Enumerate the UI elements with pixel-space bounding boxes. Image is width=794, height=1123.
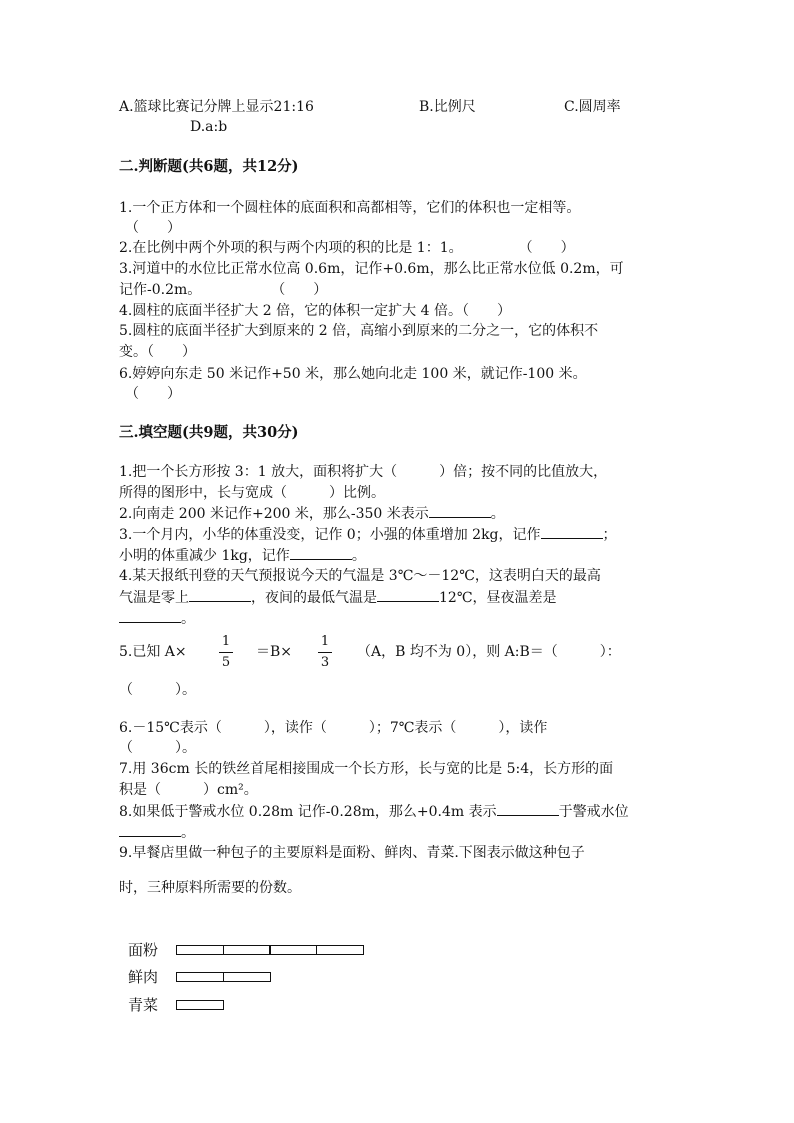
diagram-segment-1-3	[269, 945, 317, 955]
s3-q9-line2: 时，三种原料所需要的份数。	[119, 880, 301, 896]
s3-q2: 2.向南走 200 米记作+200 米，那么-350 米表示 。	[119, 503, 505, 524]
s2-q3-line2: 记作-0.2m。 （ ）	[119, 282, 328, 298]
fraction-one-fifth: 1 5	[219, 634, 233, 671]
s2-q1-line1: 1.一个正方体和一个圆柱体的底面积和高都相等，它们的体积也一定相等。	[119, 200, 581, 216]
s3-q3-line2: 小明的体重减少 1kg，记作 。	[119, 545, 366, 566]
s3-q6-line1: 6.－15℃表示（ ），读作（ ）；7℃表示（ ），读作	[119, 720, 548, 736]
fraction-one-third: 1 3	[318, 634, 332, 671]
option-a: A.篮球比赛记分牌上显示21:16	[119, 99, 314, 115]
s3-q7-line2: 积是（ ）cm²。	[119, 782, 258, 798]
diagram-segment-2-2	[223, 972, 271, 982]
diagram-label-1: 面粉	[128, 941, 159, 959]
option-d: D.a:b	[190, 119, 228, 135]
s3-q5-line2: （ ）。	[119, 682, 196, 698]
section-3-title: 三.填空题(共9题，共30分)	[119, 424, 299, 441]
answer-blank[interactable]	[189, 587, 251, 602]
option-b: B.比例尺	[419, 99, 476, 115]
answer-blank[interactable]	[541, 524, 603, 539]
s3-q1-line1: 1.把一个长方形按 3：1 放大，面积将扩大（ ）倍；按不同的比值放大，	[119, 464, 608, 480]
s2-q4: 4.圆柱的底面半径扩大 2 倍，它的体积一定扩大 4 倍。（ ）	[119, 303, 511, 319]
s3-q1-line2: 所得的图形中，长与宽成（ ）比例。	[119, 485, 385, 501]
s3-q3-line1: 3.一个月内，小华的体重没变，记作 0；小强的体重增加 2kg，记作 ；	[119, 524, 617, 545]
s3-q5-part2: ＝B×	[256, 644, 293, 660]
s3-q5-part1: 5.已知 A×	[119, 644, 187, 660]
s3-q4-line1: 4.某天报纸刊登的天气预报说今天的气温是 3℃～－12℃，这表明白天的最高	[119, 568, 601, 584]
s2-q6-line2: （ ）	[125, 386, 181, 402]
answer-blank[interactable]	[119, 822, 181, 837]
s2-q5-line1: 5.圆柱的底面半径扩大到原来的 2 倍，高缩小到原来的二分之一，它的体积不	[119, 323, 599, 339]
s2-q3-line1: 3.河道中的水位比正常水位高 0.6m，记作+0.6m，那么比正常水位低 0.2m，可	[119, 261, 624, 277]
diagram-segment-3-1	[176, 1000, 224, 1010]
option-c: C.圆周率	[564, 99, 621, 115]
s2-q1-line2: （ ）	[125, 220, 181, 236]
diagram-label-3: 青菜	[128, 996, 159, 1014]
s2-q6-line1: 6.婷婷向东走 50 米记作+50 米，那么她向北走 100 米，就记作-100 米。	[119, 366, 587, 382]
s2-q5-line2: 变。（ ）	[119, 344, 196, 360]
s3-q8-line2: 。	[119, 822, 195, 843]
diagram-segment-1-4	[316, 945, 364, 955]
answer-blank[interactable]	[119, 608, 181, 623]
diagram-label-2: 鲜肉	[128, 968, 159, 986]
s2-q2: 2.在比例中两个外项的积与两个内项的积的比是 1：1。 （ ）	[119, 240, 575, 256]
diagram-segment-2-1	[176, 972, 224, 982]
diagram-segment-1-1	[176, 945, 224, 955]
answer-blank[interactable]	[290, 545, 352, 560]
s3-q7-line1: 7.用 36cm 长的铁丝首尾相接围成一个长方形，长与宽的比是 5:4，长方形的面	[119, 761, 614, 777]
answer-blank[interactable]	[429, 503, 491, 518]
s3-q6-line2: （ ）。	[119, 740, 196, 756]
answer-blank[interactable]	[377, 587, 439, 602]
s3-q9-line1: 9.早餐店里做一种包子的主要原料是面粉、鲜肉、青菜.下图表示做这种包子	[119, 845, 585, 861]
s3-q4-line2: 气温是零上 ，夜间的最低气温是 12℃，昼夜温差是	[119, 587, 556, 608]
answer-blank[interactable]	[497, 801, 559, 816]
diagram-segment-1-2	[223, 945, 271, 955]
s3-q5-part3: （A，B 均不为 0），则 A:B＝（ ）：	[357, 644, 621, 660]
s3-q8-line1: 8.如果低于警戒水位 0.28m 记作-0.28m，那么+0.4m 表示 于警戒水位	[119, 801, 629, 822]
s3-q4-line3: 。	[119, 608, 195, 629]
section-2-title: 二.判断题(共6题，共12分)	[119, 158, 299, 175]
